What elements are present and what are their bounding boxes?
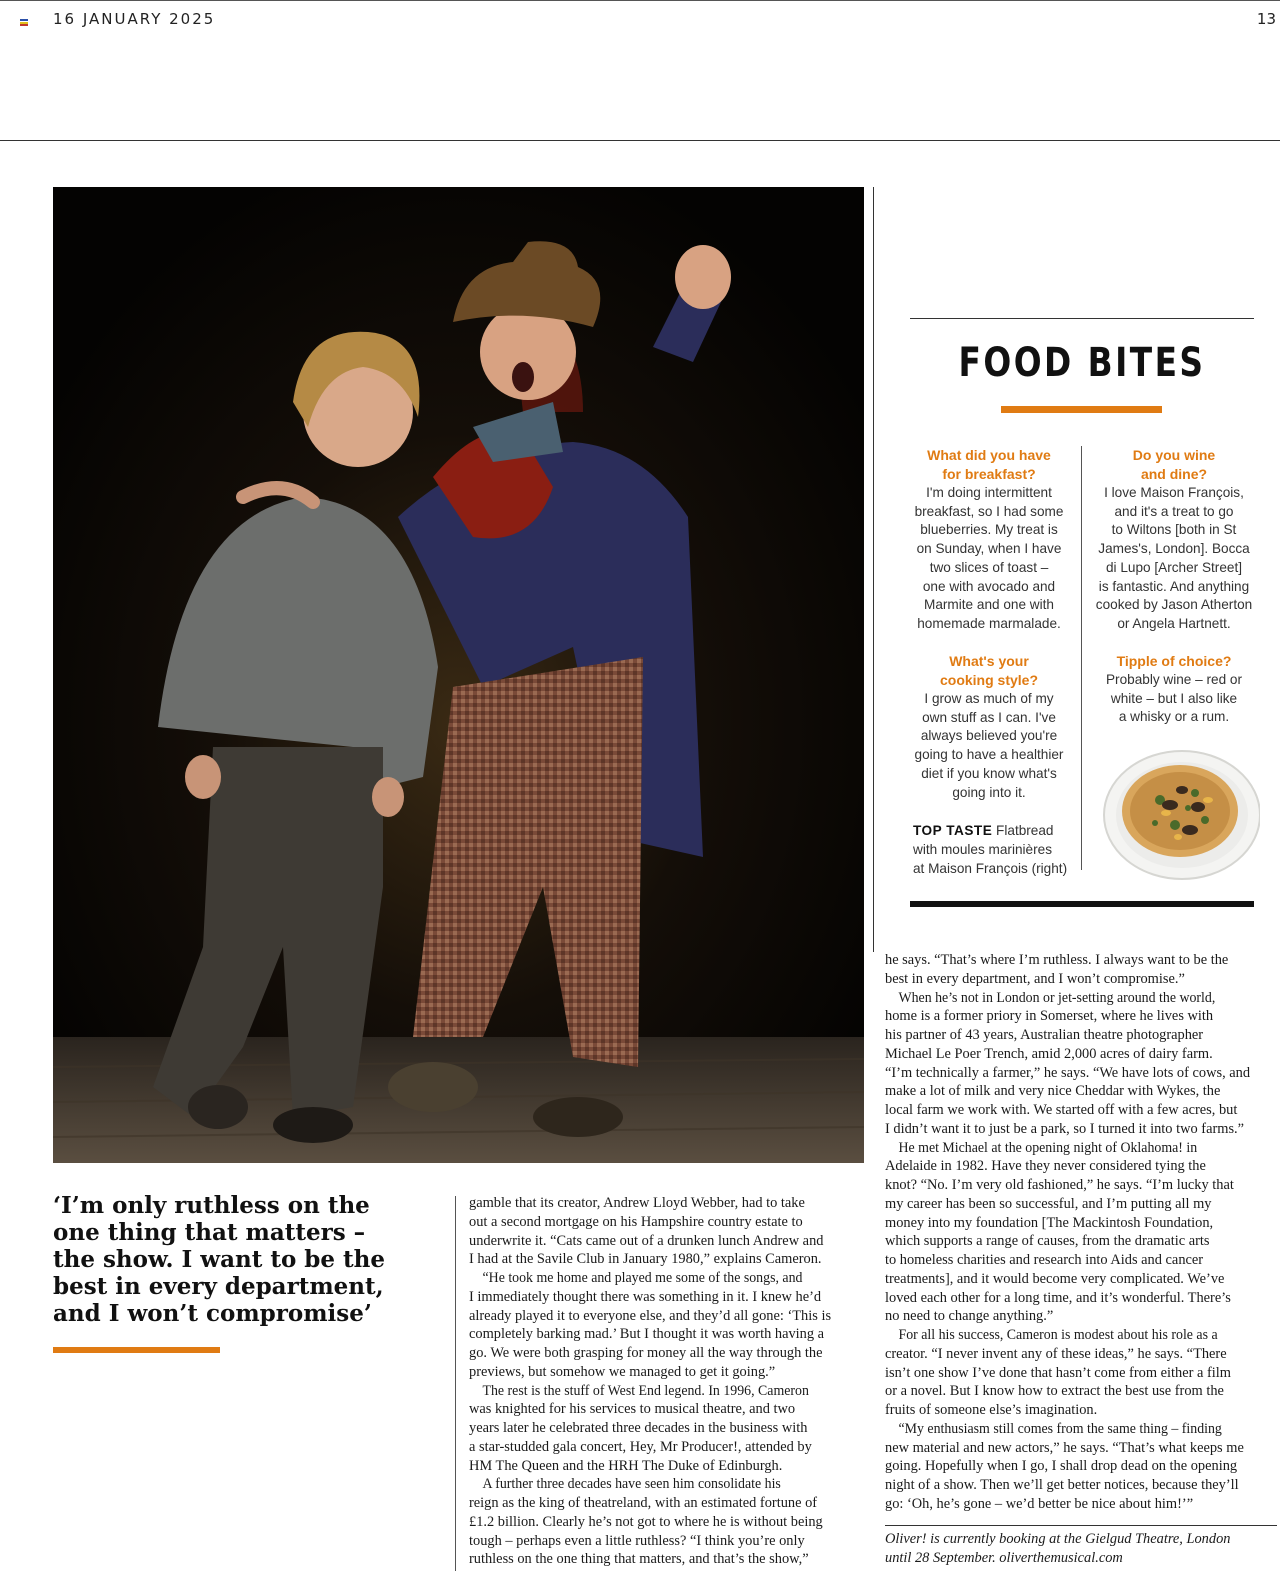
food-bites-tipple [1090,652,1258,727]
article-line: tough – perhaps even a little ruthless? “I think you’re only [469,1532,805,1549]
article-line: my career has been so successful, and I’m putting all my [885,1195,1212,1212]
article-line: make a lot of milk and very nice Cheddar with Wykes, the [885,1083,1221,1100]
flatbread-plate-icon [1100,745,1260,881]
article-line: gamble that its creator, Andrew Lloyd Webber, had to take [469,1195,805,1211]
article-line: fruits of someone else’s imagination. [885,1402,1098,1418]
article-paragraph [885,1420,1277,1514]
article-line: new material and new actors,” he says. “That’s what keeps me [885,1439,1244,1456]
article-line: £1.2 billion. Clearly he’s not got to where he is without being [469,1513,823,1530]
pull-quote-accent-bar [53,1347,220,1353]
article-line: money into my foundation [The Mackintosh Foundation, [885,1214,1214,1231]
article-line: was knighted for his services to musical theatre, and two [469,1401,796,1418]
article-line: previews, but somehow we managed to get it going.” [469,1363,776,1380]
credit-rule [885,1525,1277,1526]
article-line: isn’t one show I’ve done that hasn’t come from either a film [885,1364,1231,1381]
article-line: Adelaide in 1982. Have they never considered tying the [885,1158,1206,1175]
top-taste: TOP TASTE Flatbread with moules marinières at Maison François (right) [913,823,1068,876]
stage-photo [53,187,864,1163]
flag-icon [20,19,28,26]
article-line: night of a show. Then we’ll get better notices, because they’ll [885,1477,1239,1493]
food-bites-bottom-rule [910,901,1254,907]
fb-question: Do you wine and dine? [1132,447,1216,482]
article-line: no need to change anything.” [885,1308,1054,1325]
fb-question: What's your cooking style? [939,653,1039,688]
article-line: local farm we work with. We started off with a few acres, but [885,1102,1238,1118]
article-paragraph [469,1475,864,1569]
article-line: For all his success, Cameron is modest about his role as a [898,1327,1218,1343]
article-line: creator. “I never invent any of these ideas,” he says. “There [885,1345,1227,1362]
article-column-middle [469,1194,864,1569]
article-line: best in every department, and I won’t compromise.” [885,970,1185,987]
article-line: reign as the king of theatreland, with an estimated fortune of [469,1495,818,1511]
top-rule [0,0,1280,1]
article-line: He met Michael at the opening night of Oklahoma! in [898,1139,1198,1156]
article-paragraph [469,1382,864,1476]
article-line: a star-studded gala concert, Hey, Mr Producer!, attended by [469,1438,812,1455]
article-line: already played it to everyone else, and they’d all gone: ‘This is [469,1307,832,1324]
article-line: which supports a range of causes, from the dramatic arts [885,1233,1210,1250]
article-paragraph [885,1139,1277,1327]
food-bites-accent-bar [1001,406,1162,413]
article-paragraph [885,951,1277,989]
article-paragraph [885,989,1277,1139]
article-line: When he’s not in London or jet-setting around the world, [898,989,1216,1006]
article-line: going. Hopefully when I go, I shall drop dead on the opening [885,1458,1238,1475]
fb-answer: I'm doing intermittent breakfast, so I had some blueberries. My treat is on Sunday, when I have two slices of toast – one with avocado and Marmite and one with homemade marmalade. [914,485,1064,631]
food-bites-top-rule [910,318,1254,319]
column-rule [455,1196,456,1571]
article-line: HM The Queen and the HRH The Duke of Edinburgh. [469,1457,783,1474]
article-line: The rest is the stuff of West End legend. In 1996, Cameron [482,1382,809,1399]
header-rule [0,140,1280,141]
article-line: treatments], and it would become very complicated. We’ve [885,1270,1225,1287]
article-line: out a second mortgage on his Hampshire country estate to [469,1213,803,1230]
pull-quote: ‘I’m only ruthless on the one thing that matters – the show. I want to be the best in every department, and I won’t compromise’ [53,1192,385,1327]
article-line: his partner of 43 years, Australian theatre photographer [885,1027,1204,1043]
article-line: knot? “No. I’m very old fashioned,” he says. “I’m lucky that [885,1177,1234,1193]
article-line: Michael Le Poer Trench, amid 2,000 acres of dairy farm. [885,1045,1213,1062]
article-paragraph [885,1326,1277,1420]
article-line: home is a former priory in Somerset, where he lives with [885,1008,1214,1025]
fb-answer: I love Maison François, and it's a treat to go to Wiltons [both in St James's, London]. Bocca di Lupo [Archer Street] is fantastic. And anything cooked by Jason Atherton or Angela Hartnett. [1095,485,1253,631]
fb-question: Tipple of choice? [1116,653,1232,669]
food-bites-title: FOOD BITES [958,340,1206,386]
food-bites-wine-and-dine [1090,446,1258,634]
article-line: he says. “That’s where I’m ruthless. I always want to be the [885,952,1229,968]
article-line: go. We were both grasping for money all the way through the [469,1345,823,1361]
article-line: to homeless charities and research into Aids and cancer [885,1252,1204,1268]
article-line: A further three decades have seen him consolidate his [482,1476,781,1493]
issue-date: 16 JANUARY 2025 [53,10,216,28]
fb-answer: Probably wine – red or white – but I also like a whisky or a rum. [1105,672,1242,725]
article-line: ruthless on the one thing that matters, and that’s the show,” [469,1551,809,1568]
page-number: 13 [1256,10,1276,28]
article-line: or a novel. But I know how to extract the best use from the [885,1383,1224,1400]
article-line: “My enthusiasm still comes from the same thing – finding [898,1420,1222,1437]
food-bites-divider [1081,446,1082,870]
article-line: years later he celebrated three decades in the business with [469,1420,808,1436]
article-line: “I’m technically a farmer,” he says. “We have lots of cows, and [885,1064,1251,1081]
food-bites-cooking-style [908,652,1070,802]
stage-photo-two-boys-icon [53,187,864,1163]
article-paragraph [469,1194,864,1269]
article-paragraph [469,1269,864,1382]
article-column-right [885,951,1277,1514]
article-line: loved each other for a long time, and it’s wonderful. There’s [885,1289,1231,1306]
column-rule [873,187,874,952]
top-taste-label: TOP TASTE [913,823,993,838]
article-line: completely barking mad.’ But I thought it was worth having a [469,1326,825,1343]
fb-answer: I grow as much of my own stuff as I can. I've always believed you're going to have a healthier diet if you know what's going into it. [914,691,1064,800]
food-bites-breakfast [908,446,1070,634]
article-line: “He took me home and played me some of the songs, and [482,1270,803,1286]
article-line: I didn’t want it to just be a park, so I turned it into two farms.” [885,1120,1245,1137]
show-credit: Oliver! is currently booking at the Gielgud Theatre, London until 28 September. oliverthemusical.com [885,1531,1231,1566]
article-line: go: ‘Oh, he’s gone – we’d better be nice about him!’” [885,1495,1194,1512]
article-line: I immediately thought there was something in it. I knew he’d [469,1288,822,1305]
article-line: I had at the Savile Club in January 1980,” explains Cameron. [469,1251,822,1268]
fb-question: What did you have for breakfast? [927,447,1051,482]
article-line: underwrite it. “Cats came out of a drunken lunch Andrew and [469,1232,824,1249]
